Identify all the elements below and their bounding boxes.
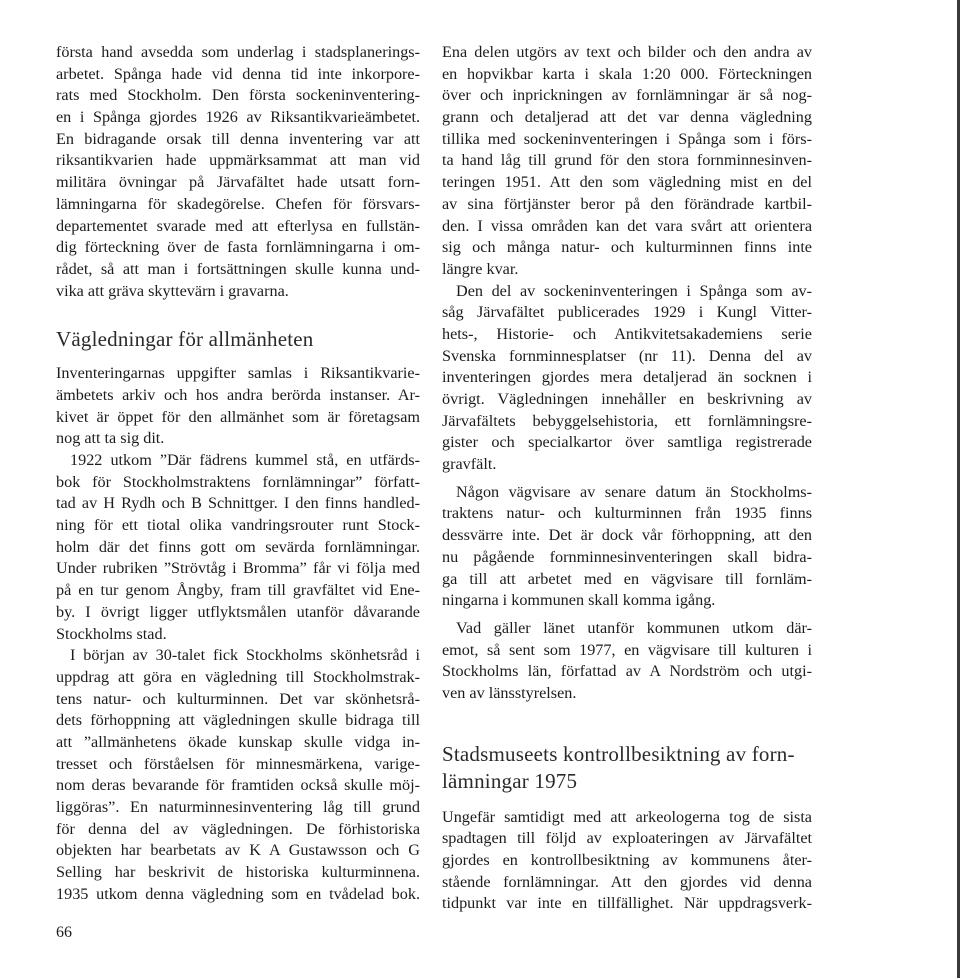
text-line: Inventeringarnas uppgifter samlas i Riksantikvarie- — [56, 364, 420, 383]
text-line: första hand avsedda som underlag i stadsplanerings- — [56, 43, 420, 61]
text-line: by. I övrigt ligger utflyktsmålen utanför dåvarande — [56, 602, 420, 621]
text-line: uppdrag att göra en vägledning till Stockholmstrak- — [56, 667, 420, 686]
text-line: objekten har bearbetats av K A Gustawsson och G — [56, 841, 420, 860]
text-line: dessvärre inte. Det är dock vår förhoppning, att den — [442, 526, 812, 545]
text-line: tresset och förståelsen för minnesmärkena, varige- — [56, 754, 420, 773]
text-line: stående fornlämningar. Att den gjordes vid denna — [442, 872, 812, 891]
text-line: tad av H Rydh och B Schnittger. I den finns handled- — [56, 494, 420, 513]
text-line: tillika med sockeninventeringen i Spånga som i förs- — [442, 129, 812, 148]
text-line: sig och många natur- och kulturminnen finns inte — [442, 238, 812, 257]
text-line: kivet är öppet för den allmänhet som är företagsam — [56, 407, 420, 426]
text-line: tidpunkt var inte en tillfällighet. När uppdragsverk- — [442, 894, 812, 913]
text-line: grann och detaljerad att det var denna vägledning — [442, 108, 812, 127]
text-line: rats med Stockholm. Den första sockeninventering- — [56, 86, 420, 105]
paragraph — [442, 807, 812, 915]
text-line: över och inprickningen av fornlämningar är så nog- — [442, 86, 812, 105]
text-line: ga till att arbetet med en vägvisare till fornläm- — [442, 569, 812, 588]
text-line: Den del av sockeninventeringen i Spånga som av- — [456, 281, 812, 300]
text-line: Järvafältets bebyggelsehistoria, ett fornlämningsre- — [442, 411, 812, 430]
paragraph — [56, 450, 420, 645]
text-line: Svenska fornminnesplatser (nr 11). Denna del av — [442, 346, 812, 365]
text-line: departementet svarade med att efterlysa en fullstän- — [56, 216, 420, 235]
paragraph — [56, 42, 420, 302]
section-heading: Vägledningar för allmänheten — [56, 327, 314, 352]
text-line: holm där det finns gott om sevärda fornlämningar. — [56, 537, 420, 556]
text-line: 1922 utkom ”Där fädrens kummel stå, en utfärds- — [70, 451, 420, 469]
text-line: en i Spånga gjordes 1926 av Riksantikvarieämbetet. — [56, 108, 420, 127]
text-line: ven av länsstyrelsen. — [442, 683, 577, 702]
paragraph — [56, 363, 420, 450]
text-line: längre kvar. — [442, 259, 519, 278]
text-line: för denna del av vägledningen. De förhistoriska — [56, 819, 420, 838]
text-line: att ”allmänhetens ökade kunskap skulle vidga in- — [56, 732, 420, 751]
text-line: liggöras”. En naturminnesinventering låg till grund — [56, 798, 420, 816]
text-line: spadtagen till följd av exploateringen av Järvafältet — [442, 829, 812, 848]
text-line: rådet, så att man i fortsättningen skulle kunna und- — [56, 259, 420, 278]
text-line: Någon vägvisare av senare datum än Stockholms- — [456, 482, 812, 501]
text-line: ta hand låg till grund för den stora fornminnesinven- — [442, 151, 812, 170]
text-line: vika att gräva skyttevärn i gravarna. — [56, 281, 289, 300]
text-line: emot, så sent som 1977, en vägvisare till kulturen i — [442, 640, 812, 659]
text-line: hets-, Historie- och Antikvitetsakademiens serie — [442, 324, 812, 343]
paragraph — [442, 482, 812, 612]
text-line: nog att ta sig dit. — [56, 429, 165, 448]
paragraph — [442, 618, 812, 705]
text-line: den. I vissa områden kan det vara svårt att orientera — [442, 216, 812, 235]
heading-line: lämningar 1975 — [442, 768, 578, 793]
text-line: gjordes en kontrollbesiktning av kommunens åter- — [442, 851, 812, 869]
text-line: traktens natur- och kulturminnen från 1935 finns — [442, 504, 812, 523]
text-line: ning för ett tiotal olika vandringsrouter runt Stock- — [56, 516, 420, 535]
text-line: Under rubriken ”Strövtåg i Bromma” får vi följa med — [56, 559, 420, 578]
text-line: dets förhoppning att vägledningen skulle bidraga till — [56, 711, 420, 730]
text-line: Stockholms stad. — [56, 624, 167, 643]
text-line: av sina förtjänster beror på den förändrade kartbil- — [442, 194, 812, 213]
text-line: teringen 1951. Att den som vägledning mist en del — [442, 173, 812, 192]
text-line: ningarna i kommunen skall komma igång. — [442, 591, 716, 610]
text-line: Ena delen utgörs av text och bilder och den andra av — [442, 43, 812, 61]
heading-line: Stadsmuseets kontrollbesiktning av forn- — [442, 741, 795, 766]
text-line: En bidragande orsak till denna inventering var att — [56, 129, 420, 148]
text-line: Stockholms län, författad av A Nordström och utgi- — [442, 662, 812, 681]
text-line: på en tur genom Ångby, fram till gravfältet vid Ene- — [56, 581, 420, 600]
text-line: bok för Stockholmstraktens fornlämningar” författ- — [56, 472, 420, 491]
text-line: inventeringen gjordes mera detaljerad än socknen i — [442, 368, 812, 387]
text-line: Vad gäller länet utanför kommunen utkom där- — [456, 618, 812, 637]
text-line: nom deras bevarande för framtiden också skulle möj- — [56, 776, 420, 795]
right-column — [442, 42, 812, 915]
paragraph — [442, 281, 812, 476]
paragraph — [56, 645, 420, 905]
section-heading — [442, 741, 812, 795]
left-column — [56, 42, 420, 905]
page-number: 66 — [56, 924, 72, 941]
text-line: Selling har beskrivit de historiska kulturminnena. — [56, 863, 420, 882]
text-line: arbetet. Spånga hade vid denna tid inte inkorpore- — [56, 64, 420, 83]
text-line: militära övningar på Järvafältet hade utsatt forn- — [56, 173, 420, 192]
text-line: gravfält. — [442, 455, 497, 474]
text-line: en hopvikbar karta i skala 1:20 000. Förteckningen — [442, 64, 812, 83]
text-line: I början av 30-talet fick Stockholms skönhetsråd i — [70, 646, 420, 665]
text-line: såg Järvafältet publicerades 1929 i Kungl Vitter- — [442, 303, 812, 322]
paragraph — [442, 42, 812, 281]
text-line: övrigt. Vägledningen innehåller en beskrivning av — [442, 390, 812, 408]
text-line: tens natur- och kulturminnen. Det var skönhetsrå- — [56, 689, 420, 708]
text-line: Ungefär samtidigt med att arkeologerna tog de sista — [442, 807, 812, 826]
text-line: lämningarna för skadegörelse. Chefen för försvars- — [56, 194, 420, 213]
text-line: ämbetets arkiv och hos andra berörda instanser. Ar- — [56, 385, 420, 404]
text-line: riksantikvarien hade uppmärksammat att man vid — [56, 151, 420, 170]
text-line: gister och specialkartor över samtliga registrerade — [442, 433, 812, 452]
text-line: dig förteckning över de fasta fornlämningarna i om- — [56, 238, 420, 257]
text-line: 1935 utkom denna vägledning som en tvådelad bok. — [56, 884, 420, 903]
text-line: nu pågående fornminnesinventeringen skall bidra- — [442, 547, 812, 566]
